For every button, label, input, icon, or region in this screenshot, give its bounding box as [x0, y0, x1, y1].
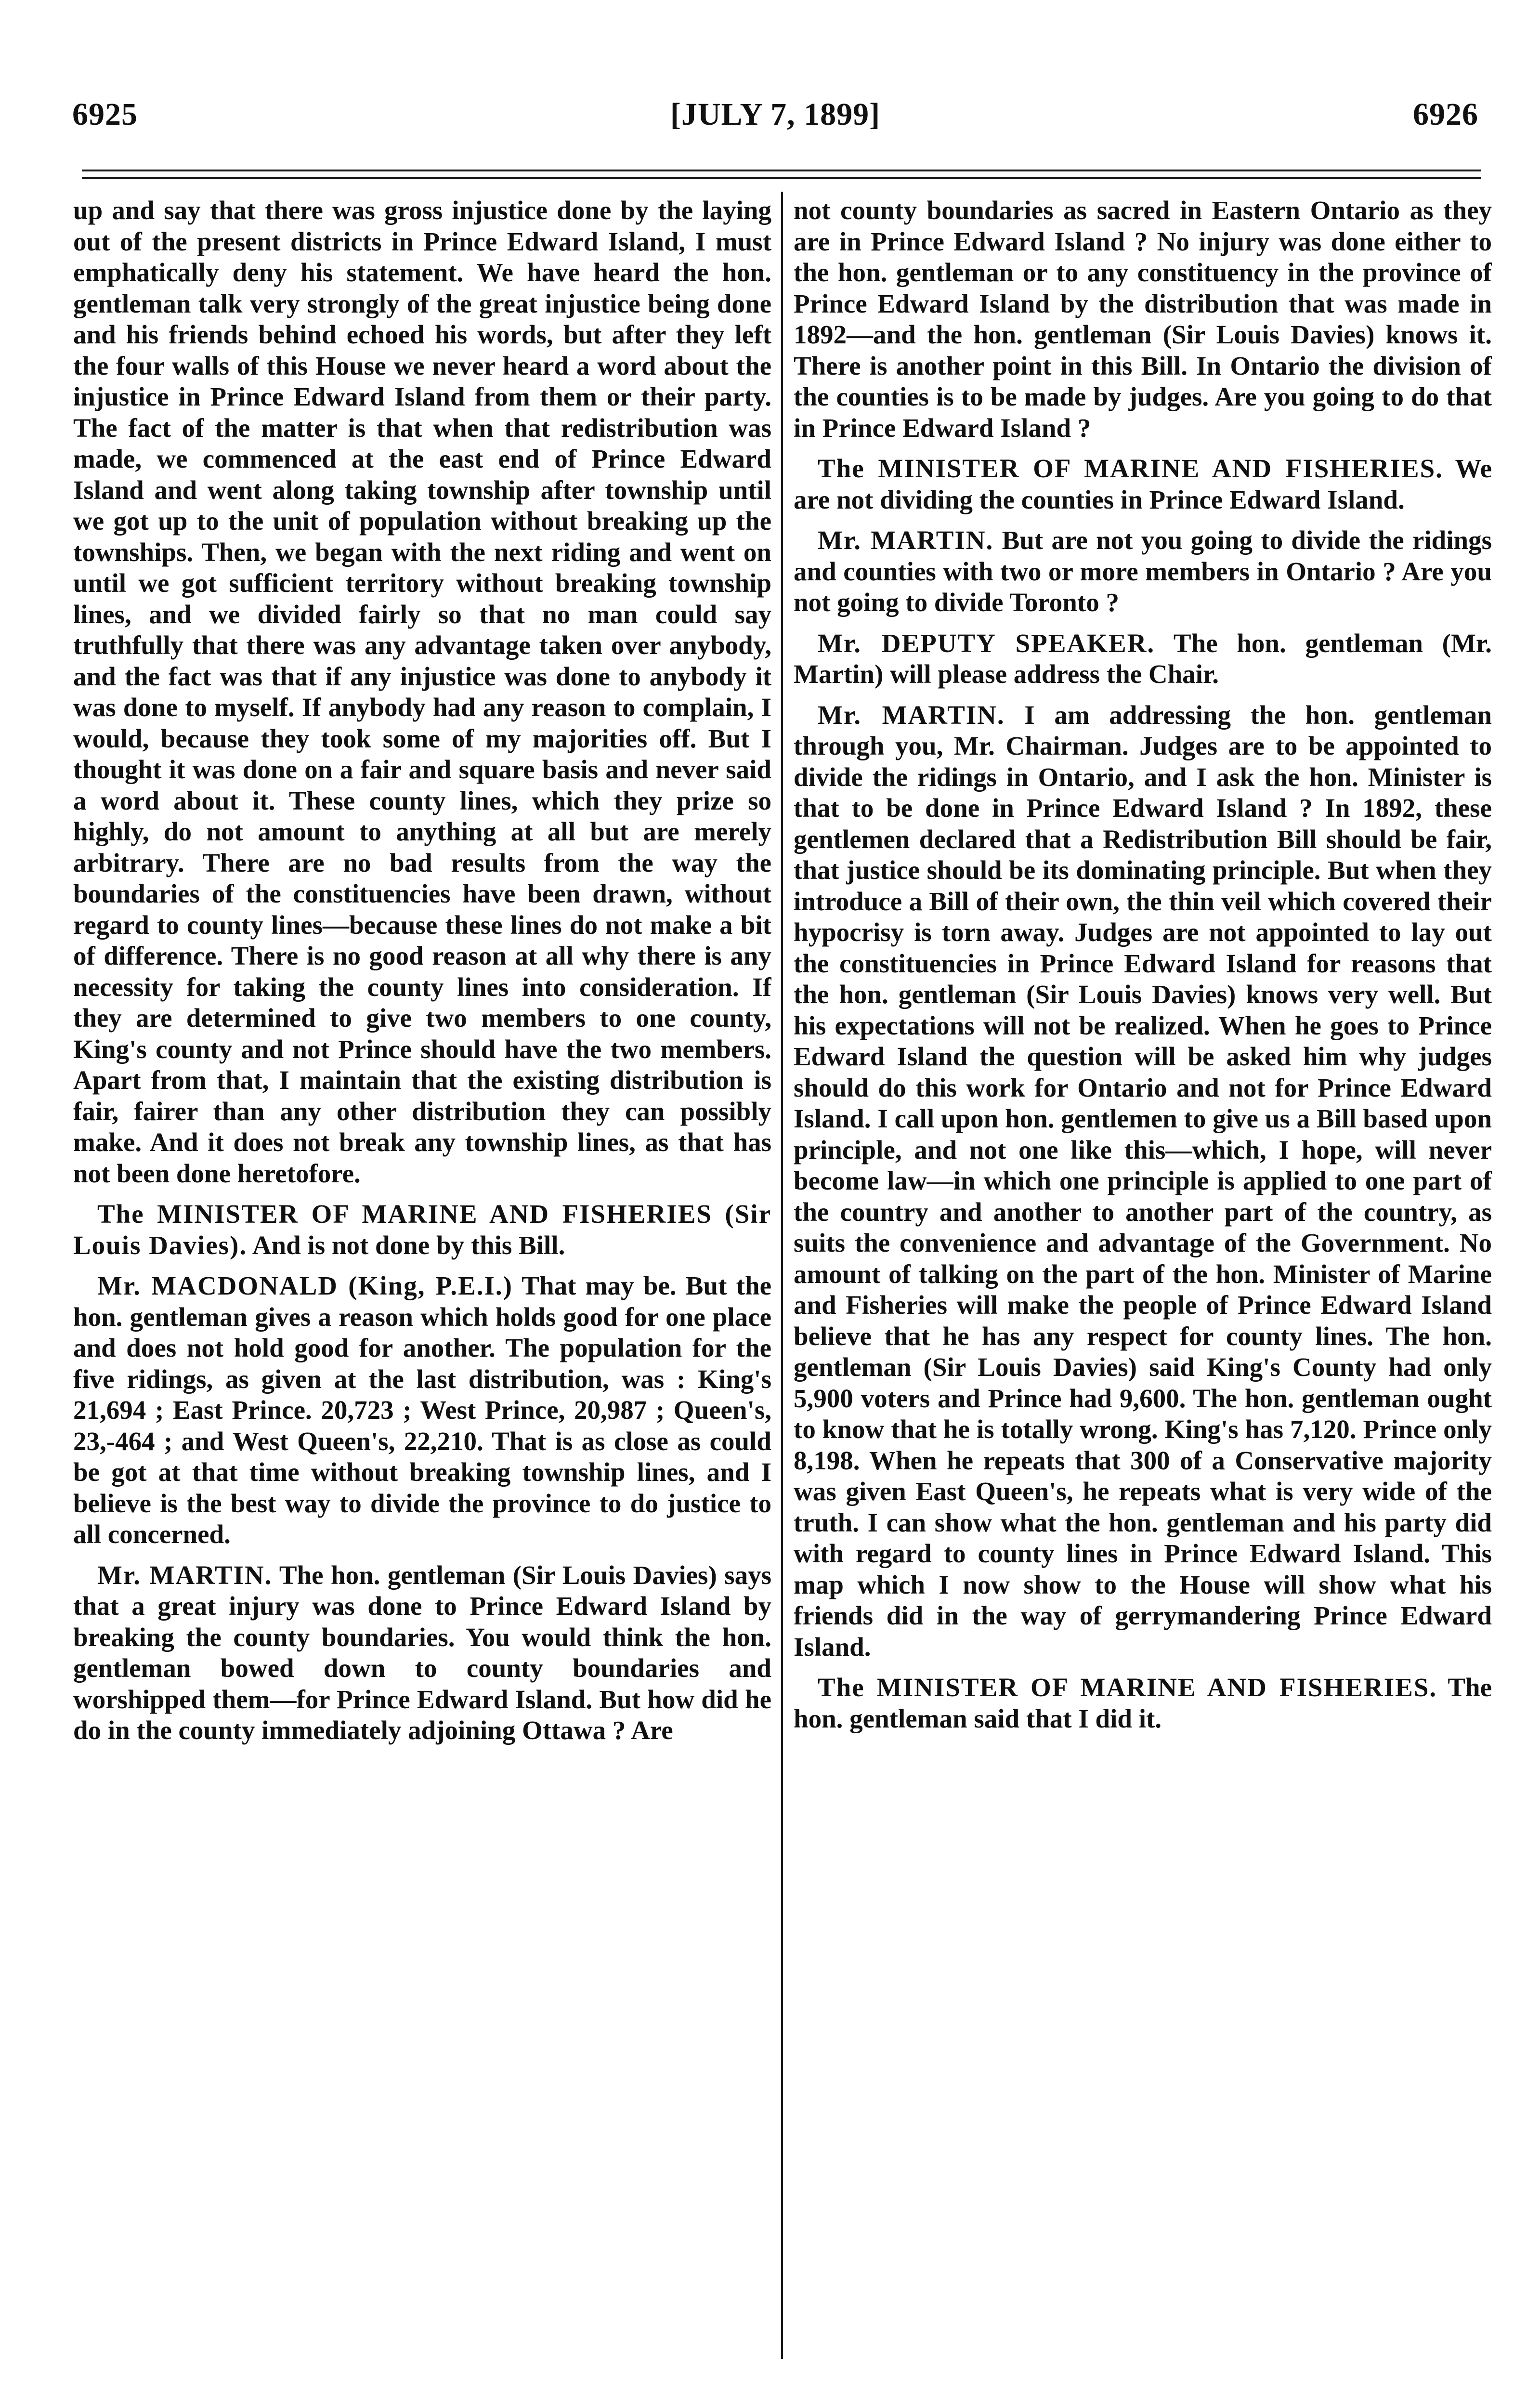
speaker-name: Mr. DEPUTY SPEAKER.: [818, 628, 1155, 658]
speech-paragraph: [794, 525, 1492, 618]
speech-text: And is not done by this Bill.: [252, 1230, 565, 1260]
left-column: [73, 195, 771, 2353]
speaker-name: The MINISTER OF MARINE AND FISHERIES.: [818, 454, 1443, 483]
speech-paragraph: [73, 1560, 771, 1746]
speech-text: I am addressing the hon. gentleman through you, Mr. Chairman. Judges are to be appointed to divide the ridings in Ontario, and I ask the hon. Minister is that to be done in Prince Edward Island ? In 1892, these gentlemen declared that a Redistribution Bill should be fair, that justice should be its dominating principle. But when they introduce a Bill of their own, the thin veil which covered their hypocrisy is torn away. Judges are not appointed to lay out the constituencies in Prince Edward Island for reasons that the hon. gentleman (Sir Louis Davies) knows very well. But his expectations will not be realized. When he goes to Prince Edward Island the question will be asked him why judges should do this work for Ontario and not for Prince Edward Island. I call upon hon. gentlemen to give us a Bill based upon principle, and not one like this—which, I hope, will never become law—in which one principle is applied to one part of the country and another to another part of the country, as suits the convenience and advantage of the Government. No amount of talking on the part of the hon. Minister of Marine and Fisheries will make the people of Prince Edward Island believe that he has any respect for county lines. The hon. gentleman (Sir Louis Davies) said King's County had only 5,900 voters and Prince had 9,600. The hon. gentleman ought to know that he is totally wrong. King's has 7,120. Prince only 8,198. When he repeats that 300 of a Conservative majority was given East Queen's, he repeats what is very wide of the truth. I can show what the hon. gentleman and his party did with regard to county lines in Prince Edward Island. This map which I now show to the House will show what his friends did in the way of gerrymandering Prince Edward Island.: [794, 700, 1492, 1662]
speech-text: The hon. gentleman (Mr. Martin) will please address the Chair.: [794, 628, 1492, 689]
speaker-name: The MINISTER OF MARINE AND FISHERIES.: [818, 1673, 1437, 1702]
speech-paragraph: [794, 628, 1492, 690]
page-header: [72, 96, 1478, 149]
paragraph-continuation: [73, 195, 771, 1189]
page-number-left: 6925: [72, 97, 138, 132]
speaker-name: Mr. MARTIN.: [818, 525, 994, 555]
speaker-name: Mr. MARTIN.: [97, 1560, 273, 1590]
speech-text: The hon. gentleman said that I did it.: [794, 1673, 1492, 1733]
speaker-name: The MINISTER OF MARINE AND FISHERIES (Sir Louis Davies).: [73, 1199, 771, 1260]
speech-text: The hon. gentleman (Sir Louis Davies) says that a great injury was done to Prince Edward Island by breaking the county boundaries. You would think the hon. gentleman bowed down to county boundaries and worshipped them—for Prince Edward Island. But how did he do in the county immediately adjoining Ottawa ? Are: [73, 1560, 771, 1745]
speech-paragraph: [73, 1199, 771, 1261]
paragraph-text: not county boundaries as sacred in Eastern Ontario as they are in Prince Edward Island ? No injury was done either to the hon. gentleman or to any constituency in the province of Prince Edward Island by the distribution that was made in 1892—and the hon. gentleman (Sir Louis Davies) knows it. There is another point in this Bill. In Ontario the division of the counties is to be made by judges. Are you going to do that in Prince Edward Island ?: [794, 196, 1492, 443]
paragraph-continuation: [794, 195, 1492, 444]
speaker-name: Mr. MARTIN.: [818, 700, 1005, 730]
speaker-name: Mr. MACDONALD (King, P.E.I.): [97, 1271, 513, 1300]
speech-paragraph: [73, 1270, 771, 1550]
paragraph-text: up and say that there was gross injustice done by the laying out of the present districts in Prince Edward Island, I must emphatically deny his statement. We have heard the hon. gentleman talk very strongly of the great injustice being done and his friends behind echoed his words, but after they left the four walls of this House we never heard a word about the injustice in Prince Edward Island from them or their party. The fact of the matter is that when that redistribution was made, we commenced at the east end of Prince Edward Island and went along taking township after township until we got up to the unit of population without breaking up the townships. Then, we began with the next riding and went on until we got sufficient territory without breaking township lines, and we divided fairly so that no man could say truthfully that there was any advantage taken over anybody, and the fact was that if any injustice was done to anybody it was done to myself. If anybody had any reason to complain, I would, because they took some of my majorities off. But I thought it was done on a fair and square basis and never said a word about it. These county lines, which they prize so highly, do not amount to anything at all but are merely arbitrary. There are no bad results from the way the boundaries of the constituencies have been drawn, without regard to county lines—because these lines do not make a bit of difference. There is no good reason at all why there is any necessity for taking the county lines into consideration. If they are determined to give two members to one county, King's county and not Prince should have the two members. Apart from that, I maintain that the existing distribution is fair, fairer than any other distribution they can possibly make. And it does not break any township lines, as that has not been done heretofore.: [73, 196, 771, 1188]
speech-text: We are not dividing the counties in Prince Edward Island.: [794, 454, 1492, 514]
speech-paragraph: [794, 700, 1492, 1663]
column-divider: [781, 192, 783, 2359]
right-column: [794, 195, 1492, 2353]
page-number-right: 6926: [1413, 97, 1478, 132]
header-rule-bottom: [82, 177, 1481, 179]
header-rule-top: [82, 170, 1481, 171]
speech-text: But are not you going to divide the ridings and counties with two or more members in Ontario ? Are you not going to divide Toronto ?: [794, 525, 1492, 617]
speech-paragraph: [794, 1672, 1492, 1734]
speech-paragraph: [794, 453, 1492, 515]
speech-text: That may be. But the hon. gentleman gives a reason which holds good for one place and does not hold good for another. The population for the five ridings, as given at the last distribution, was : King's 21,694 ; East Prince. 20,723 ; West Prince, 20,987 ; Queen's, 23,-464 ; and West Queen's, 22,210. That is as close as could be got at that time without breaking township lines, and I believe is the best way to divide the province to do justice to all concerned.: [73, 1271, 771, 1549]
page-date: [JULY 7, 1899]: [670, 97, 881, 132]
